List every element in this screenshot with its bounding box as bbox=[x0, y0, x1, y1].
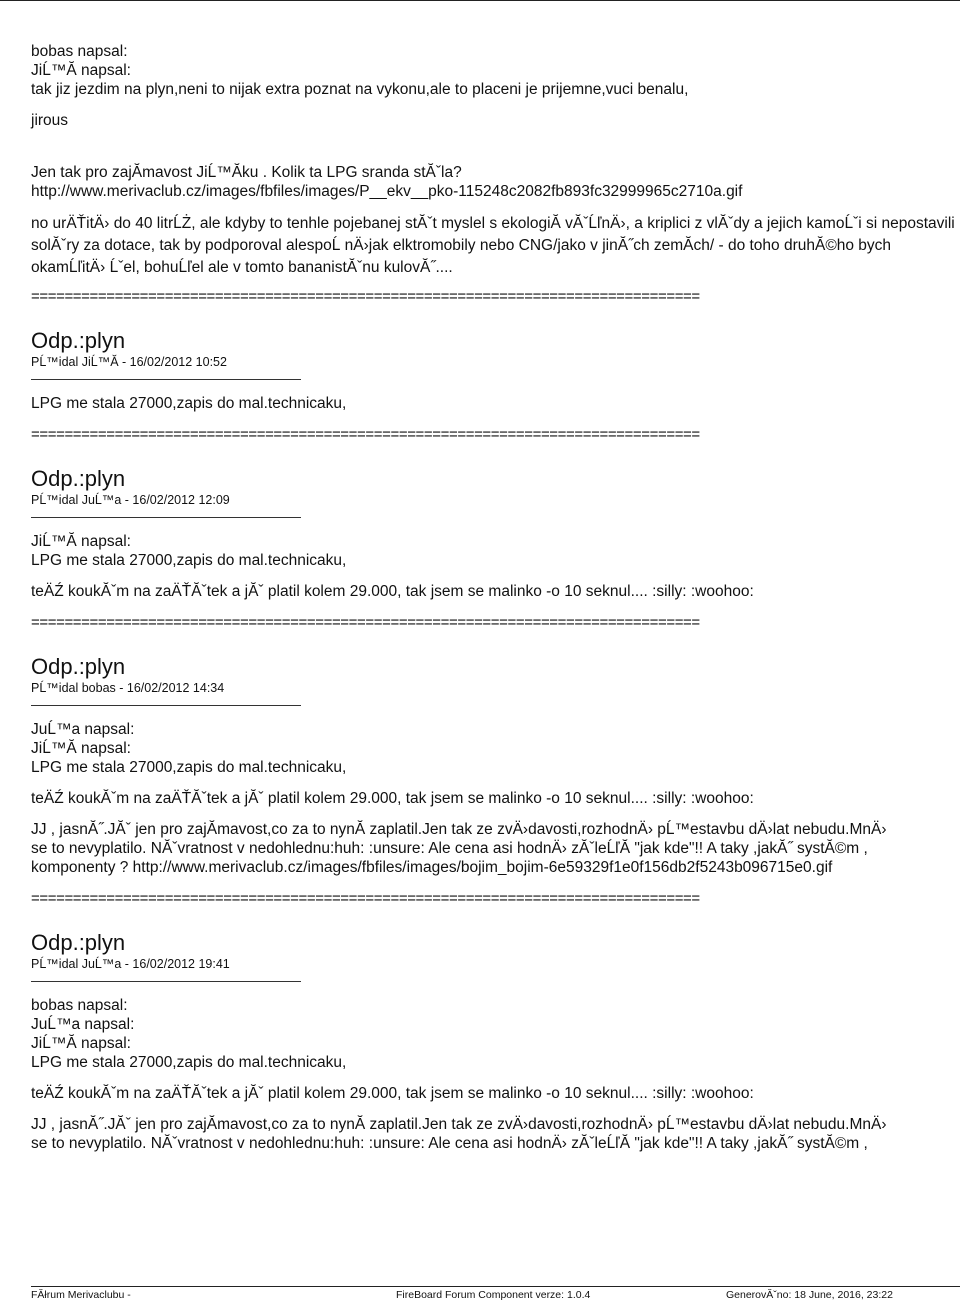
post-text-line: teÄŹ koukĂˇm na zaÄŤĂˇtek a jĂˇ platil kolem 29.000, tak jsem se malinko -o 10 seknul.... :silly: :woohoo: bbox=[31, 583, 754, 600]
footer-generated-date: GenerovĂˇno: 18 June, 2016, 23:22 bbox=[726, 1289, 893, 1301]
post-text-line: LPG me stala 27000,zapis do mal.technicaku, bbox=[31, 1054, 347, 1071]
separator-line: ================================================================================ bbox=[31, 614, 700, 631]
post-title: Odp.:plyn bbox=[31, 328, 126, 353]
post-title: Odp.:plyn bbox=[31, 930, 126, 955]
post-text-line: JuĹ™a napsal: bbox=[31, 1016, 135, 1033]
post-text-line: LPG me stala 27000,zapis do mal.technicaku, bbox=[31, 552, 347, 569]
post-text-line: se to nevyplatilo. NĂˇvratnost v nedohlednu:huh: :unsure: Ale cena asi hodnÄ› zĂˇleĹľĂ "jak kde"!! A taky ,jakĂ˝ systĂ©m , bbox=[31, 1135, 868, 1152]
post-divider bbox=[31, 981, 301, 982]
post-text-line: teÄŹ koukĂˇm na zaÄŤĂˇtek a jĂˇ platil kolem 29.000, tak jsem se malinko -o 10 seknul.... :silly: :woohoo: bbox=[31, 790, 754, 807]
footer-component-version: FireBoard Forum Component verze: 1.0.4 bbox=[396, 1289, 591, 1301]
quote-author: JiĹ™Ă napsal: bbox=[31, 62, 131, 79]
post-meta: PĹ™idal JiĹ™Ă - 16/02/2012 10:52 bbox=[31, 355, 227, 369]
separator-line: ================================================================================ bbox=[31, 426, 700, 443]
post-divider bbox=[31, 379, 301, 380]
post-text-line: LPG me stala 27000,zapis do mal.technicaku, bbox=[31, 759, 347, 776]
forum-post bbox=[31, 930, 956, 1153]
separator-line: ================================================================================ bbox=[31, 890, 700, 907]
signature: jirous bbox=[31, 112, 69, 129]
post-meta: PĹ™idal JuĹ™a - 16/02/2012 12:09 bbox=[31, 493, 230, 507]
post-link-text: http://www.merivaclub.cz/images/fbfiles/images/P__ekv__pko-115248c2082fb893fc32999965c2710a.gif bbox=[31, 183, 743, 200]
footer-forum-name: FĂłrum Merivaclubu - bbox=[31, 1289, 131, 1301]
post-text-line: se to nevyplatilo. NĂˇvratnost v nedohlednu:huh: :unsure: Ale cena asi hodnÄ› zĂˇleĹľĂ "jak kde"!! A taky ,jakĂ˝ systĂ©m , bbox=[31, 840, 868, 857]
post-text-line: JuĹ™a napsal: bbox=[31, 721, 135, 738]
post-title: Odp.:plyn bbox=[31, 466, 126, 491]
post-meta: PĹ™idal bobas - 16/02/2012 14:34 bbox=[31, 681, 225, 695]
forum-post bbox=[31, 654, 956, 908]
posts-list bbox=[31, 328, 956, 1153]
intro-section bbox=[31, 42, 956, 306]
quote-author: bobas napsal: bbox=[31, 43, 128, 60]
forum-post bbox=[31, 328, 956, 444]
post-text-line: LPG me stala 27000,zapis do mal.technicaku, bbox=[31, 395, 347, 412]
post-text-line: JJ , jasnĂ˝.JĂˇ jen pro zajĂmavost,co za to nynĂ zaplatil.Jen tak ze zvÄ›davosti,rozhodnÄ› pĹ™estavbu dÄ›lat nebudu.MnÄ› bbox=[31, 1116, 887, 1133]
post-title: Odp.:plyn bbox=[31, 654, 126, 679]
top-border-line bbox=[0, 0, 960, 1]
post-text-line: komponenty ? http://www.merivaclub.cz/images/fbfiles/images/bojim_bojim-6e59329f1e0f156db2f5243b096715e0.gif bbox=[31, 859, 833, 876]
post-text-line: JiĹ™Ă napsal: bbox=[31, 533, 131, 550]
post-meta: PĹ™idal JuĹ™a - 16/02/2012 19:41 bbox=[31, 957, 230, 971]
post-text-line: JJ , jasnĂ˝.JĂˇ jen pro zajĂmavost,co za to nynĂ zaplatil.Jen tak ze zvÄ›davosti,rozhodnÄ› pĹ™estavbu dÄ›lat nebudu.MnÄ› bbox=[31, 821, 887, 838]
post-divider bbox=[31, 705, 301, 706]
quoted-text: tak jiz jezdim na plyn,neni to nijak extra poznat na vykonu,ale to placeni je prijemne,vuci benalu, bbox=[31, 81, 689, 98]
document-body bbox=[31, 42, 956, 1153]
forum-post bbox=[31, 466, 956, 632]
page-footer bbox=[31, 1286, 960, 1302]
post-text-line: JiĹ™Ă napsal: bbox=[31, 1035, 131, 1052]
post-text-line: teÄŹ koukĂˇm na zaÄŤĂˇtek a jĂˇ platil kolem 29.000, tak jsem se malinko -o 10 seknul.... :silly: :woohoo: bbox=[31, 1085, 754, 1102]
post-text-line: bobas napsal: bbox=[31, 997, 128, 1014]
separator-line: ================================================================================ bbox=[31, 288, 700, 305]
post-paragraph: no urÄŤitÄ› do 40 litrĹŻ, ale kdyby to tenhle pojebanej stĂˇt myslel s ekologiĂ vĂˇĹľnÄ›, a kriplici z vlĂˇdy a jejich kamoĹˇi si nepostavili solĂˇry za dotace, tak by podporoval alespoĹ nÄ›jak elktromobily nebo CNG/jako v jinĂ˝ch zemĂch/ - do toho druhĂ©ho bych okamĹľitÄ› Ĺˇel, bohuĹľel ale v tomto bananistĂˇnu kulovĂ˝.... bbox=[31, 215, 955, 276]
post-divider bbox=[31, 517, 301, 518]
post-text-line: Jen tak pro zajĂmavost JiĹ™Ăku . Kolik ta LPG sranda stĂˇla? bbox=[31, 164, 462, 181]
post-text-line: JiĹ™Ă napsal: bbox=[31, 740, 131, 757]
